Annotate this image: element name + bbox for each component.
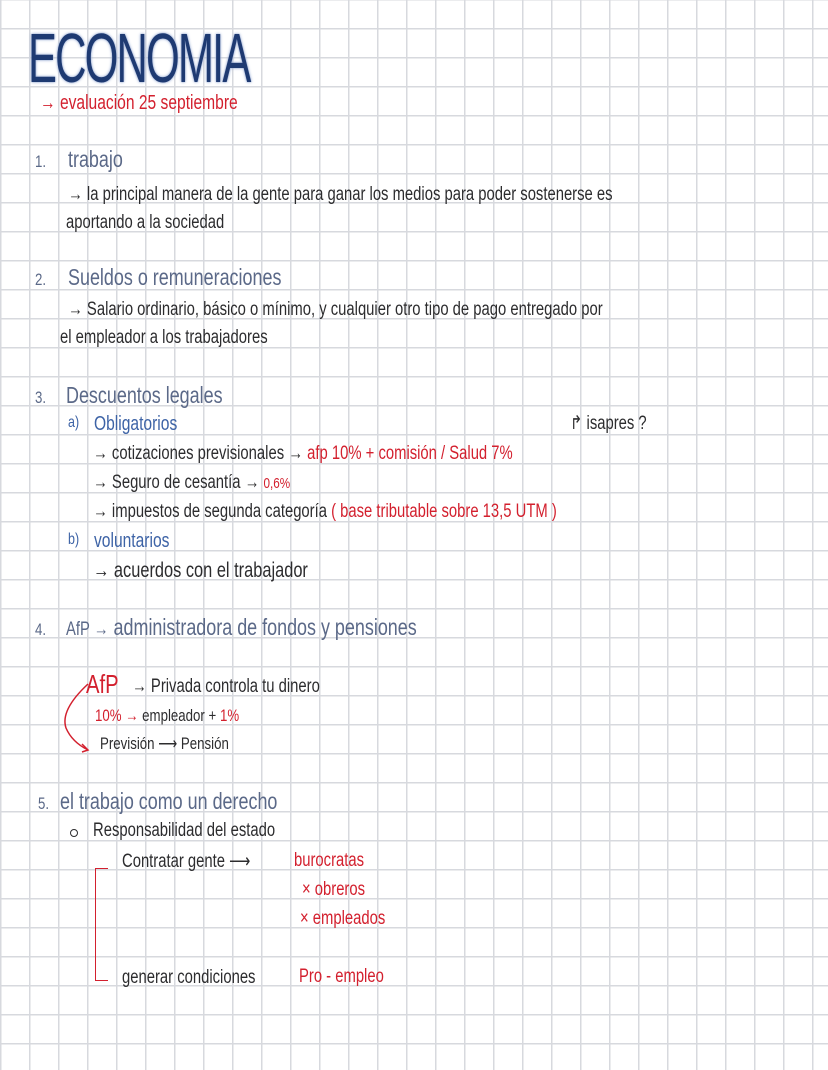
responsabilidad-line: Responsabilidad del estado [93, 820, 276, 841]
bracket-connector [95, 868, 108, 981]
afp-description: → Privada controla tu dinero [132, 676, 320, 697]
section-3-heading: Descuentos legales [66, 382, 223, 408]
afp-full-name: administradora de fondos y pensiones [113, 614, 417, 640]
cotizaciones-rates: afp 10% + comisión / Salud 7% [307, 443, 513, 464]
arrow-icon: → [40, 92, 56, 114]
contratar-line: Contratar gente ⟶ [122, 851, 251, 872]
section-4-number: 4. [35, 620, 47, 639]
section-5-heading: el trabajo como un derecho [60, 788, 278, 814]
afp-percent-line [95, 706, 239, 726]
afp-label: AfP [86, 669, 119, 699]
section-4-heading [66, 614, 417, 641]
isapres-note: ↱ isapres ? [570, 413, 647, 434]
extra-percent: 1% [219, 706, 240, 725]
generar-line: generar condiciones [122, 967, 256, 988]
afp-abbrev: AfP → [66, 619, 109, 640]
bullet-icon [70, 829, 78, 837]
seguro-text: → Seguro de cesantía → [93, 472, 260, 493]
section-2-number: 2. [35, 270, 47, 289]
section-5-number: 5. [38, 794, 50, 813]
section-2-heading: Sueldos o remuneraciones [68, 264, 282, 290]
page-title: ECONOMIA [28, 19, 250, 97]
section-2-body-line: → Salario ordinario, básico o mínimo, y cualquier otro tipo de pago entregado por [68, 299, 603, 320]
subsection-b-heading: voluntarios [94, 530, 170, 552]
section-1-heading: trabajo [68, 146, 123, 172]
cotizaciones-text: → cotizaciones previsionales → [93, 443, 304, 464]
section-2-body-line: el empleador a los trabajadores [60, 327, 268, 348]
impuestos-text: → impuestos de segunda categoría [93, 501, 327, 522]
subsection-a-label: a) [68, 414, 80, 431]
section-3-number: 3. [35, 388, 47, 407]
section-1-body-line: → la principal manera de la gente para ganar los medios para poder sostenerse es [68, 184, 613, 205]
seguro-line [93, 472, 290, 494]
acuerdos-line: → acuerdos con el trabajador [93, 559, 308, 582]
subsection-a-heading: Obligatorios [94, 413, 178, 435]
seguro-rate: 0,6% [263, 475, 291, 492]
section-1-number: 1. [35, 152, 47, 171]
section-1-body-line: aportando a la sociedad [66, 212, 225, 233]
curved-arrow-icon [58, 680, 98, 760]
empleados-item: × empleados [300, 908, 386, 929]
prevision-line: Previsión ⟶ Pensión [100, 734, 229, 753]
evaluation-note [40, 92, 238, 115]
employer-text: empleador + [142, 706, 217, 725]
burocratas-item: burocratas [294, 850, 365, 871]
afp-percent: 10% → [95, 706, 139, 725]
pro-empleo: Pro - empleo [299, 966, 384, 987]
evaluation-text: evaluación 25 septiembre [59, 92, 238, 114]
impuestos-line [93, 501, 557, 523]
impuestos-base: ( base tributable sobre 13,5 UTM ) [331, 501, 557, 522]
cotizaciones-line [93, 443, 513, 465]
subsection-b-label: b) [68, 531, 80, 548]
obreros-item: × obreros [302, 879, 366, 900]
